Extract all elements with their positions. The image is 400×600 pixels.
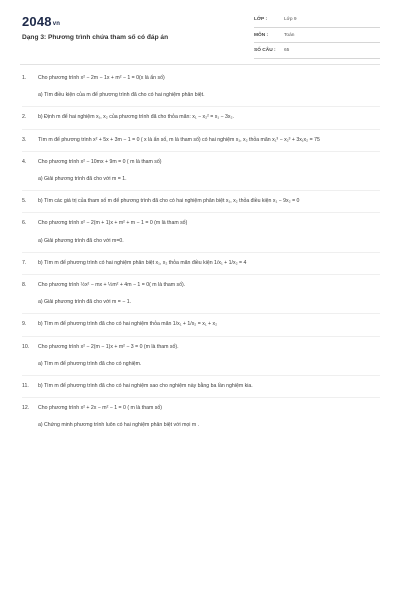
question-subpart: a) Chứng minh phương trình luôn có hai nghiệm phân biệt với mọi m .: [38, 422, 200, 429]
logo-text: 2048: [22, 14, 52, 29]
question-item: [22, 114, 380, 121]
question-number: 3.: [22, 136, 27, 143]
item-divider: [22, 190, 380, 192]
question-text: b) Tìm các giá trị của tham số m để phương trình đã cho có hai nghiệm phân biệt x₁, x₂ thỏa điều kiện x₁ − 9x₂ = 0: [38, 198, 300, 205]
question-text: Cho phương trình x² + 2x − m² − 1 = 0 ( m là tham số): [38, 405, 162, 412]
question-item: [22, 220, 380, 244]
question-item: [22, 159, 380, 183]
question-item: [22, 198, 380, 205]
item-divider: [22, 274, 380, 276]
question-text: Cho phương trình ½x² − mx + ½m² + 4m − 1 = 0( m là tham số).: [38, 282, 186, 289]
question-text: Cho phương trình x² − 2(m + 1)x + m² + m − 1 = 0 (m là tham số): [38, 220, 188, 227]
question-text: b) Định m để hai nghiệm x₁, x₂ của phương trình đã cho thỏa mãn: x₁ − x₂² = x₁ − 3x₂.: [38, 114, 234, 121]
meta-row-subject: [254, 31, 380, 44]
meta-row-count: [254, 46, 380, 59]
question-item: [22, 383, 380, 390]
question-text: Tìm m để phương trình x² + 5x + 3m − 1 = 0 ( x là ẩn số, m là tham số) có hai nghiệm x₁, x₂ thỏa mãn x₁³ − x₂³ + 3x₁x₂ = 75: [38, 136, 320, 143]
question-item: [22, 137, 380, 144]
meta-value: 65: [284, 48, 290, 53]
meta-label: SỐ CÂU :: [254, 48, 276, 53]
question-item: [22, 344, 380, 368]
logo-suffix: vn: [52, 21, 61, 27]
question-text: Cho phương trình x² − 10mx + 9m = 0 ( m là tham số): [38, 158, 162, 165]
meta-label: MÔN :: [254, 32, 269, 38]
question-number: 2.: [22, 114, 27, 121]
header: [0, 0, 400, 58]
page-title: Dạng 3: Phương trình chứa tham số có đáp án: [22, 34, 169, 41]
question-number: 9.: [22, 321, 27, 328]
question-subpart: a) Tìm m để phương trình đã cho có nghiệm.: [38, 360, 142, 367]
question-number: 4.: [22, 158, 27, 165]
question-number: 7.: [22, 259, 27, 266]
question-item: [22, 260, 380, 267]
meta-info: [254, 15, 380, 62]
question-subpart: a) Giải phương trình đã cho với m = − 1.: [38, 299, 132, 306]
item-divider: [22, 151, 380, 153]
item-divider: [22, 106, 380, 108]
question-number: 5.: [22, 198, 27, 205]
question-text: Cho phương trình x² − 2m − 1x + m² − 1 = 0(x là ẩn số): [38, 75, 165, 81]
question-list: [22, 75, 380, 430]
header-divider: [20, 64, 380, 65]
question-item: [22, 405, 380, 429]
question-text: b) Tìm m để phương trình có hai nghiệm phân biệt x₁, x₂ thỏa mãn điều kiện 1/x₁ + 1/x₂ = 4: [38, 259, 247, 266]
item-divider: [22, 212, 380, 214]
meta-value: Lớp 9: [284, 17, 297, 22]
question-number: 11.: [22, 383, 29, 390]
item-divider: [22, 313, 380, 315]
question-number: 12.: [22, 405, 30, 412]
question-number: 8.: [22, 282, 27, 289]
question-item: [22, 321, 380, 328]
question-number: 1.: [22, 75, 27, 81]
item-divider: [22, 336, 380, 338]
question-number: 10.: [22, 343, 30, 350]
site-logo[interactable]: [22, 14, 60, 29]
question-text: Cho phương trình x² − 2(m − 1)x + m² − 3 = 0 (m là tham số).: [38, 343, 179, 350]
item-divider: [22, 375, 380, 377]
item-divider: [22, 129, 380, 131]
item-divider: [22, 252, 380, 254]
question-number: 6.: [22, 220, 27, 227]
item-divider: [22, 397, 380, 399]
question-item: [22, 75, 380, 99]
meta-value: Toán: [284, 32, 295, 38]
meta-row-class: [254, 15, 380, 28]
question-text: b) Tìm m để phương trình đã cho có hai nghiệm sao cho nghiệm này bằng ba lần nghiệm kia.: [38, 383, 253, 390]
question-item: [22, 282, 380, 306]
question-subpart: a) Tìm điều kiện của m để phương trình đã cho có hai nghiệm phân biệt.: [38, 92, 205, 99]
question-text: b) Tìm m để phương trình đã cho có hai nghiệm thỏa mãn 1/x₁ + 1/x₂ = x₁ + x₂: [38, 321, 218, 328]
question-subpart: a) Giải phương trình đã cho với m = 1.: [38, 176, 127, 183]
meta-label: LỚP :: [254, 17, 268, 22]
question-subpart: a) Giải phương trình đã cho với m=0.: [38, 237, 124, 244]
